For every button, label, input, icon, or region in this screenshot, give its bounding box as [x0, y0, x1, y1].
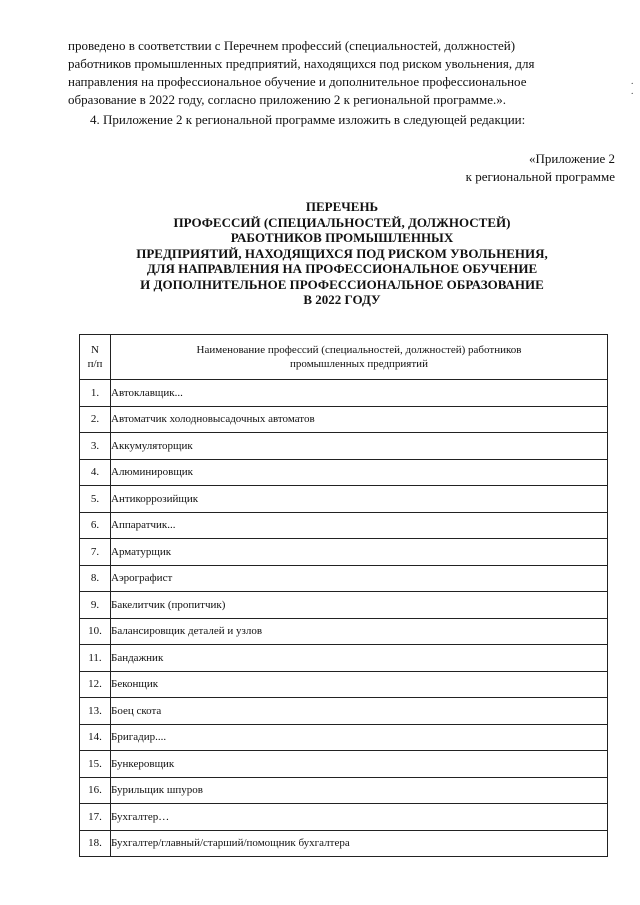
row-number: 18. — [80, 830, 111, 857]
intro-line: образование в 2022 году, согласно приложению 2 к региональной программе.». — [68, 92, 506, 107]
header-number: N п/п — [80, 335, 111, 380]
table-row — [80, 459, 608, 486]
row-number: 16. — [80, 777, 111, 804]
heading-line: ПРОФЕССИЙ (СПЕЦИАЛЬНОСТЕЙ, ДОЛЖНОСТЕЙ) — [173, 214, 511, 230]
table-row — [80, 804, 608, 831]
appendix-line-1: «Приложение 2 — [528, 151, 615, 166]
row-name: Аппаратчик... — [111, 512, 608, 539]
table-row — [80, 830, 608, 857]
table-row — [80, 618, 608, 645]
row-number: 4. — [80, 459, 111, 486]
row-name: Балансировщик деталей и узлов — [111, 618, 608, 645]
heading-line: РАБОТНИКОВ ПРОМЫШЛЕННЫХ — [230, 230, 454, 245]
row-number: 13. — [80, 698, 111, 725]
row-number: 6. — [80, 512, 111, 539]
table-row — [80, 433, 608, 460]
row-name: Бухгалтер… — [111, 804, 608, 831]
row-name: Бункеровщик — [111, 751, 608, 778]
intro-line: проведено в соответствии с Перечнем профессий (специальностей, должностей) — [68, 38, 516, 53]
table-row — [80, 751, 608, 778]
row-number: 2. — [80, 406, 111, 433]
row-number: 10. — [80, 618, 111, 645]
row-number: 8. — [80, 565, 111, 592]
row-number: 12. — [80, 671, 111, 698]
row-number: 14. — [80, 724, 111, 751]
heading-line: И ДОПОЛНИТЕЛЬНОЕ ПРОФЕССИОНАЛЬНОЕ ОБРАЗОВАНИЕ — [140, 276, 544, 292]
row-name: Бакелитчик (пропитчик) — [111, 592, 608, 619]
heading-line: ПРЕДПРИЯТИЙ, НАХОДЯЩИХСЯ ПОД РИСКОМ УВОЛЬНЕНИЯ, — [136, 245, 548, 261]
table-row — [80, 592, 608, 619]
row-name: Арматурщик — [111, 539, 608, 566]
table-row — [80, 512, 608, 539]
row-number: 9. — [80, 592, 111, 619]
row-name: Бухгалтер/главный/старший/помощник бухгалтера — [111, 830, 608, 857]
row-name: Бандажник — [111, 645, 608, 672]
row-name: Бригадир.... — [111, 724, 608, 751]
table-row — [80, 645, 608, 672]
professions-table — [79, 334, 608, 857]
row-name: Автоклавщик... — [111, 380, 608, 407]
item-4-paragraph: 4. Приложение 2 к региональной программе изложить в следующей редакции: — [90, 112, 526, 127]
margin-marks: · · — [630, 78, 634, 100]
row-number: 1. — [80, 380, 111, 407]
table-row — [80, 539, 608, 566]
table-row — [80, 777, 608, 804]
row-name: Автоматчик холодновысадочных автоматов — [111, 406, 608, 433]
appendix-label — [335, 150, 615, 186]
table-row — [80, 724, 608, 751]
intro-line: работников промышленных предприятий, находящихся под риском увольнения, для — [68, 56, 535, 71]
table-row — [80, 698, 608, 725]
row-name: Бурильщик шпуров — [111, 777, 608, 804]
table-row — [80, 486, 608, 513]
row-name: Антикоррозийщик — [111, 486, 608, 513]
row-number: 3. — [80, 433, 111, 460]
table-header-row — [80, 335, 608, 380]
table-row — [80, 671, 608, 698]
header-name: Наименование профессий (специальностей, должностей) работников промышленных предприятий — [111, 335, 608, 380]
row-number: 5. — [80, 486, 111, 513]
table-row — [80, 565, 608, 592]
row-name: Алюминировщик — [111, 459, 608, 486]
row-name: Беконщик — [111, 671, 608, 698]
heading-line: В 2022 ГОДУ — [303, 292, 381, 307]
row-number: 15. — [80, 751, 111, 778]
row-name: Аккумуляторщик — [111, 433, 608, 460]
row-number: 17. — [80, 804, 111, 831]
row-name: Боец скота — [111, 698, 608, 725]
row-name: Аэрографист — [111, 565, 608, 592]
intro-paragraph — [68, 37, 616, 109]
row-number: 11. — [80, 645, 111, 672]
table-row — [80, 406, 608, 433]
heading-line: ДЛЯ НАПРАВЛЕНИЯ НА ПРОФЕССИОНАЛЬНОЕ ОБУЧЕНИЕ — [146, 261, 538, 276]
intro-line: направления на профессиональное обучение и дополнительное профессиональное — [68, 74, 527, 89]
row-number: 7. — [80, 539, 111, 566]
table-row — [80, 380, 608, 407]
document-heading — [68, 199, 616, 308]
appendix-line-2: к региональной программе — [465, 169, 615, 184]
heading-line: ПЕРЕЧЕНЬ — [305, 199, 379, 214]
